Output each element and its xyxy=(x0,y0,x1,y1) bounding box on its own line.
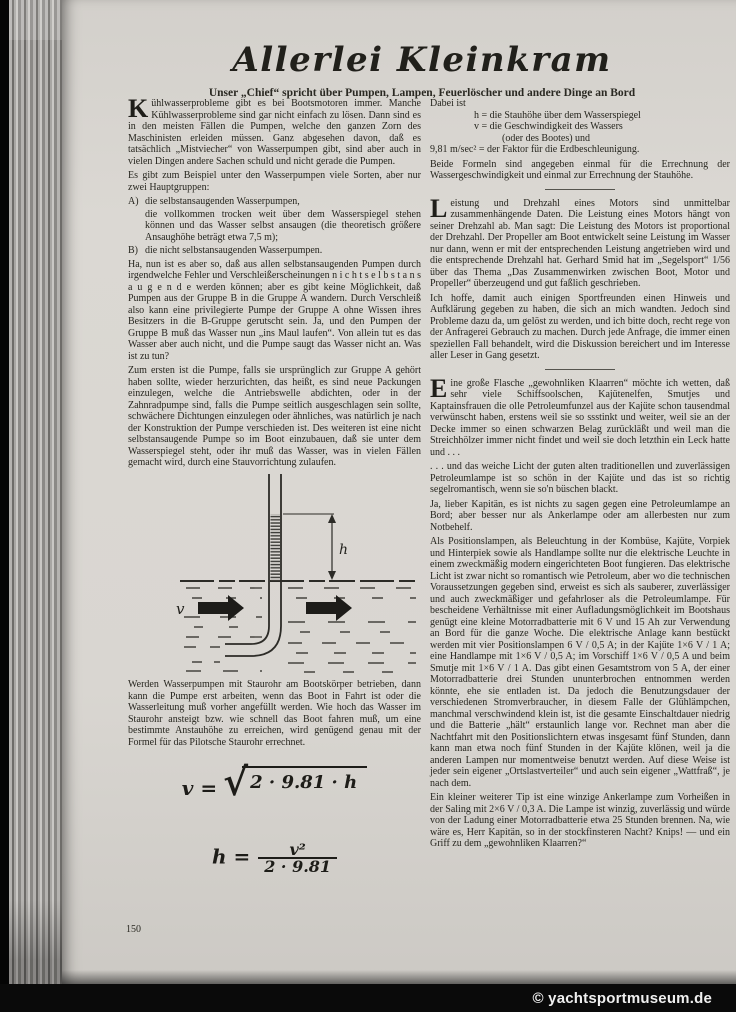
section-divider xyxy=(545,369,615,370)
paragraph: Ich hoffe, damit auch einigen Sportfreunden einen Hinweis und Aufklärung gegeben zu haben, die sich an mich wandten. Jedoch sind Probleme dazu da, um gelöst zu werden, und ich bitte doch, recht rege von der Anfragerei Gebrauch zu machen. Durch jede Anfrage, die immer einen speziellen Fall behandelt, wird die Diskussion bereichert und im Interesse aller Leser in Gang gesetzt. xyxy=(430,292,730,361)
drop-cap: E xyxy=(430,373,448,403)
definitions-intro: Dabei ist xyxy=(430,98,466,109)
definition-v: v = die Geschwindigkeit des Wassers xyxy=(474,121,623,132)
label-h: h xyxy=(339,541,349,558)
drop-cap: L xyxy=(430,193,448,223)
formula-velocity: v = √ 2 · 9.81 · h xyxy=(128,766,421,798)
pitot-tube-figure xyxy=(128,474,421,678)
scan-shadow xyxy=(62,970,736,984)
watermark-bar xyxy=(0,984,736,1012)
paragraph: Leistung und Drehzahl eines Motors sind unmittelbar zusammenhängende Daten. Die Leistung eines Motors hängt von seiner Drehzahl ab. Man sagt: Die Leistung des Motors ist proportional der Drehzahl. Der Propeller am Boot entwickelt seine Leistung im Wasser nur dann, wenn er mit der entsprechenden Leistung angetrieben wird und die entsprechende Drehzahl hat. Gerhard Smid hat im „Segelsport“ 1/56 über das Thema „Das Zusammenwirken zwischen Boot, Motor und Propeller“ überzeugend und gut faßlich geschrieben. xyxy=(430,193,730,289)
magazine-page xyxy=(62,0,736,986)
paragraph: Als Positionslampen, als Beleuchtung in der Kombüse, Kajüte, Vorpiek und Hinterpiek sowie als Handlampe sollte nur die elektrische Leuchte in einem zweckmäßig modern eingerichteten Boot fungieren. Das elektrische Licht ist zwar nicht so romantisch wie Petroleum, aber wo die technischen Voraussetzungen gegeben sind, erweist es sich als sauberer, zuverlässiger und auch zweckmäßiger und gefahrloser als die Petroleumlampe. Für bescheidene Verhältnisse mit einer Aufladungsmöglichkeit im Bootshaus genügt eine kleine Motorradbatterie mit 6 V und 15 Ah zur Verwendung an Bord für die ganze Woche. Die elektrische Anlage kann bestückt werden mit vier Positionslampen 6 V / 0,5 A; in der Kajüte 1×6 V / 1 A; eine Handlampe mit 1×6 V / 0,5 A; im Vorschiff 1×6 V / 0,5 A und beim Smutje mit 1×6 V / 1 A. Das gibt einen Gesamtstrom von 5 A, der einer Motorradbatterie drei Stunden ununterbrochen entnommen werden könnte, ehe sie entladen ist. Da jedoch die Benutzungsdauer der verschiedenen Stromverbraucher, in diesem Falle der Glühlämpchen, manchmal verschwindend klein ist, ist die gesamte Einschaltdauer niedrig und die Batterie „hält“ erstaunlich lange vor. Rechnet man aber die Nachtfahrt mit den Positionslichtern etwas insgesamt fünf Stunden, dann kann man etwa noch fünf Stunden in der Kajüte klönen, weil ja die anderen Lampen nur momentweise benutzt werden. Auf diese Weise ist jeder sein eigener „Ortslastverteiler“ und auch sein eigener „Wattfraß“, je nach dem. xyxy=(430,536,730,789)
definition-h: h = die Stauhöhe über dem Wasserspiegel xyxy=(474,109,641,121)
radical-sign: √ xyxy=(223,759,249,804)
pitot-tube-diagram xyxy=(128,474,421,674)
article-subtitle: Unser „Chief“ spricht über Pumpen, Lampen, Feuerlöscher und andere Dinge an Bord xyxy=(208,87,636,99)
formula-head-height: h = $\frac{\text{v²}}{2 \cdot 9.81}$ xyxy=(128,844,421,872)
paragraph: Zum ersten ist die Pumpe, falls sie ursprünglich zur Gruppe A gehört haben sollte, wieder herzurichten, das heißt, es sind neue Packungen einzulegen, welche die Antriebswelle abdichten, oder in der Zahnradpumpe sind, falls die Pumpe seitlich ausgeschlagen sein sollte, schwächere Dichtungen einzulegen oder ähnliches, was natürlich je nach der Konstruktion der Pumpe verschieden ist. Des weiteren ist eine nicht selbstansaugende Pumpe so im Boot einzubauen, daß sie unter dem Wasserspiegel steht, oder ihr muß das Wasser, was in vielen Fällen gemacht wird, durch eine Stauvorrichtung zulaufen. xyxy=(128,365,421,468)
stand-pipe-inner-wall xyxy=(225,474,269,644)
list-item-a: A) die selbstansaugenden Wasserpumpen, xyxy=(128,196,300,207)
copyright-watermark: © yachtsportmuseum.de xyxy=(532,989,712,1007)
definition-v-continued: (oder des Bootes) und xyxy=(502,132,591,144)
section-divider xyxy=(545,189,615,190)
paragraph: Ein kleiner weiterer Tip ist eine winzige Ankerlampe zum Vorheißen in der Saling mit 2×6 V / 0,3 A. Die Lampe ist winzig, zuverlässig und würde von der Ladung einer Motorradbatterie etwa 25 Stunden brennen. Na, wie wäre es, Herr Kapitän, so in der stockfinsteren Nacht? Knips! — und ein Griff zu dem „gewohnliken Klaarren?“ xyxy=(430,792,730,849)
paragraph: Beide Formeln sind angegeben einmal für die Errechnung der Wassergeschwindigkeit und einmal zur Errechnung der Stauhöhe. xyxy=(430,158,730,181)
left-column xyxy=(128,94,421,876)
drop-cap: K xyxy=(128,94,149,123)
paragraph: Kühlwasserprobleme gibt es bei Bootsmotoren immer. Manche Kühlwasserprobleme sind gar nicht einfach zu lösen. Dann sind es in den meisten Fällen die Pumpen, welche den ganzen Zorn des Maschinisten erleiden müssen. Ganz abgesehen davon, daß es tatsächlich „Mistviecher“ von Wasserpumpen gibt, sind aber auch in vielen Dingen andere Sachen schuld und nicht gerade die Pumpen. xyxy=(128,94,421,167)
definition-g: 9,81 m/sec² = der Faktor für die Erdbeschleunigung. xyxy=(430,144,640,155)
height-dimension xyxy=(283,514,348,580)
water-texture xyxy=(184,588,416,672)
article-header xyxy=(102,40,736,99)
paragraph: . . . und das weiche Licht der guten alten traditionellen und zuverlässigen Petroleumlampe ist so schön in der Kajüte und das ist so richtig segelromantisch, wenn sie so'n büschen blackt. xyxy=(430,461,730,495)
paragraph: Eine große Flasche „gewohnliken Klaarren“ möchte ich wetten, daß sehr viele Schiffsoolschen, Kajütenelfen, Smutjes und Kaptainsfrauen die olle Petroleumfunzel aus der Kajüte schon tausendmal verwünscht haben, erstens weil sie so ssstinkt und weiter, weil sie an der Decke immer so einen schwarzen Belag zurückläßt und weil man die Streichhölzer immer nicht findet und weil sie doch letzthin ein Leck hatte und . . . xyxy=(430,373,730,458)
variable-definitions xyxy=(430,98,730,156)
list-item-a-detail: die vollkommen trocken weit über dem Wasserspiegel stehen können und das Wasser selbst ansaugen (die theoretisch größere Ansaughöhe beträgt etwa 7,5 m); xyxy=(145,208,421,243)
paragraph: Ha, nun ist es aber so, daß aus allen selbstansaugenden Pumpen durch irgendwelche Fehler und Verschleißerscheinungen n i c h t s e l b s t a n s a u g e n d e werden können; aber es gibt keine Möglichkeit, daß Pumpen aus der Gruppe B in die Gruppe A wandern. Durch Verschleiß also kann eine privilegierte Pumpe der Gruppe A ohne Wissen ihres Besitzers in die B-Gruppe gerutscht sein. Ja, und den Pumpen der Gruppe B muß das Wasser nun „ins Maul laufen“. Von allein tut es das Wasser aber auch nicht, und die Pumpe saugt das Wasser nicht an. Was ist zu tun? xyxy=(128,258,421,362)
paragraph: Ja, lieber Kapitän, es ist nichts zu sagen gegen eine Petroleumlampe an Bord; aber besser nur als Ankerlampe oder am allerbesten nur zum Notbehelf. xyxy=(430,498,730,533)
page-number: 150 xyxy=(126,924,141,935)
article-title: Allerlei Kleinkram xyxy=(232,40,612,80)
label-v: v xyxy=(176,599,185,618)
paragraph: Werden Wasserpumpen mit Staurohr am Bootskörper betrieben, dann kann die Pumpe erst arbeiten, wenn das Boot in Fahrt ist oder die Wasserleitung muß vorher angefüllt werden. Wie hoch das Wasser im Staurohr ansteigt bzw. wie schnell das Boot fahren muß, um eine bestimmte Anstauhöhe zu erreichen, wird genügend genau mit der Formel für das Pilotsche Staurohr errechnet. xyxy=(128,679,421,748)
water-column-hatch xyxy=(271,514,281,581)
paragraph: Es gibt zum Beispiel unter den Wasserpumpen viele Sorten, aber nur zwei Hauptgruppen: xyxy=(128,170,421,193)
book-page-edges xyxy=(0,0,66,1012)
list-item-b: B) die nicht selbstansaugenden Wasserpumpen. xyxy=(128,245,323,256)
right-column xyxy=(430,98,730,853)
